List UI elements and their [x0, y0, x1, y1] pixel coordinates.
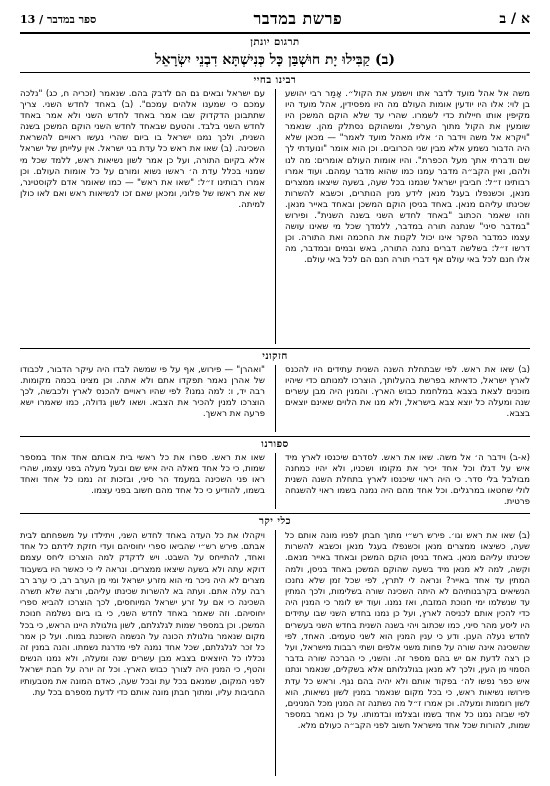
chizkuni-divider	[20, 436, 530, 437]
header-divider	[20, 32, 530, 34]
bachya-left-p1: עם ישראל ובאים גם הם לדבק בהם. שנאמר (זכריה ח, כג) "נלכה עמכם כי שמענו אלהים עמכם".	[20, 89, 265, 111]
chizkuni-right-p1: (ב) שאו את ראש. לפי שבתחלת השנה השנית עתידים היו להכנס לארץ ישראל, כדאיתא בפרשת בהעלותך, הוצרכו למנותם כדי שיהיו מוכנים לצאת בצבא במלחמת כבוש הארץ. והמנין היה מבן עשרים שנה ומעלה כל יוצא צבא בישראל, ולא מנו את הלוים שאינם יוצאים בצבא.	[285, 365, 530, 420]
bachya-right-p2: שנאמר "ויקרא אל משה וידבר ה׳ אליו מאהל מועד לאמר" — מכאן שלא היה הדבור נשמע אלא מבין שני הכרובים. וכן הוא אומר "ונועדתי לך שם ודברתי אתך מעל הכפרת". והיו אומות העולם אומרים: מה לנו ולהם, ואין הקב״ה מדבר עמנו כמו שהוא מדבר עמהם.	[285, 122, 530, 177]
sforno-col-divider	[275, 453, 276, 509]
chizkuni-title: חזקוני	[262, 351, 288, 362]
bachya-divider	[20, 348, 530, 349]
kli-yakar-right-p3: ודע כי ענין המנין הוא לשני טעמים. האחד, לפי שהשכינה אינה שורה על פחות משני אלפים ושתי רבבות מישראל, ועל כן רצה לדעת אם יש בהם מספר זה. והשני, כי הברכה שורה בדבר הסמוי מן העין, ולכך לא מנאן בגולגלותם אלא בשקלים, שנאמר ונתנו איש כפר נפשו לה׳ בפקוד אותם ולא יהיה בהם נגף. וראש כל עדת פירושו נשיאות ראש, כי בכל מקום שנאמר במנין לשון נשיאות, הוא לשון רוממות ומעלה.	[285, 630, 530, 709]
parasha-title: פרשת במדבר	[253, 9, 343, 28]
bachya-left-p3: (ב) שאו את ראש כל עדת בני ישראל. אין עלייתן של ישראל אלא בקיום התורה, ועל כן אמר לשון נשיאות ראש, ללמד שכל מי שמנוי בכלל עדת ה׳ ראשו נשוא ומורם על כל אומות העולם. וכן אמרו רבותינו ז״ל: "שאו את ראש" — כמו שאומר אדם לקוסטינר, שא את ראשו של פלוני, ומכאן שאם זכו לנשיאות ראש ואם לאו כולן למיתה.	[20, 144, 265, 210]
targum-title: תרגום יונתן	[250, 37, 300, 48]
kli-yakar-col-right	[285, 530, 530, 776]
bachya-col-left	[20, 89, 265, 344]
kli-yakar-right-p4: וכן אמרו ז״ל מה נשתנה זה המנין מכל המנינים, לפי שבזה נמנו כל אחד בשמו ובצלמו ובדמותו. על כן נאמר במספר שמות, להורות שכל אחד מישראל חשוב לפני הקב״ה כעולם מלא.	[285, 698, 530, 731]
bachya-right-p1: משה אל אהל מועד לדבר אתו וישמע את הקול״. אָמַר רבי יהושע בן לוי: אלו היו יודעין אומות העולם מה היו מפסידין, אהל מועד היו מקיפין אותו חיילות כדי לשמרו. שהרי עד שלא הוקם המשכן היו שומעין את הקול מתוך הערפל, ומשהוקם נסתלק מהן.	[285, 89, 530, 133]
kli-yakar-col-divider	[275, 530, 276, 776]
sforno-divider	[20, 513, 530, 514]
bachya-right-p4: ופירוש "במדבר סיני" שנתנה תורה במדבר, ללמדך שכל מי שאינו עושה עצמו כמדבר הפקר אינו יכול לקנות את החכמה ואת התורה. וכן דרשו ז״ל: בשלשה דברים נתנה התורה, באש ובמים ובמדבר, מה אלו חנם לכל באי עולם אף דברי תורה חנם הם לכל באי עולם.	[285, 211, 530, 266]
kli-yakar-left-p2: ונראה לי כי כאשר היו בשעבוד מצרים לא היה ניכר מי הוא מזרע ישראל ומי מן הערב רב, כי ערב רב רבה עלה אתם. ועתה בא להשרות שכינתו עליהם, ורצה שלא תשרה השכינה כי אם על זרע ישראל המיוחסים, לכך הוצרכו להביא ספרי יחוסיהם. וזה שאמר באחד לחדש השני, כי בו ביום נשלמה חנוכת המשכן.	[20, 563, 265, 630]
kli-yakar-right-p2: ונראה לי לתרץ, לפי שכל זמן שלא נחנכו הנשיאים בקרבנותיהם לא היתה השכינה שורה בשלימות, ולכך המתין עד שנשלמו ימי חנוכת המזבח, ואז נמנו. ועוד יש לומר כי המנין היה כדי להכין אותם לכניסה לארץ, ועל כן נמנו בחדש השני שבו עתידים היו ליסע מהר סיני, כמו שכתוב ויהי בשנה השנית בחדש השני בעשרים לחדש נעלה הענן.	[285, 574, 530, 641]
sforno-col-left	[20, 453, 265, 509]
targum-verse: (ב) קַבִּילוּ יָת חוּשְׁבַּן כָּל כְּנִישְׁתָּא דִבְנֵי יִשְׂרָאֵל	[154, 52, 396, 68]
chizkuni-col-divider	[275, 365, 276, 432]
sforno-col-right	[285, 453, 530, 509]
bachya-left-p2: (ב) באחד לחדש השני. צריך שתתבונן הדקדוק שבו אמר באחד לחדש השני ולא אמר באחד לחדש השני בלבד. והטעם שבאחד לחדש השני הוקם המשכן בשנה השנית, ולכך נמנו ישראל בו ביום שהרי נעשו ראויים להשראת השכינה.	[20, 100, 265, 155]
chizkuni-col-right	[285, 365, 530, 432]
bachya-col-divider	[275, 89, 276, 344]
kli-yakar-left-p4: וכל זה יורה על חבת ישראל לפני המקום, שמנאם בכל עת ובכל שעה, כאדם המונה את מטבעותיו החביבות עליו, ומתוך חבתן מונה אותם כדי לדעת מספרם בכל עת.	[20, 664, 265, 697]
kli-yakar-left-p3: וכן במספר שמות לגלגלתם, לשון גולגולת היינו הראש, כי בכל מקום שנאמר גולגולת הכונה על הנשמה השוכנת במוח. ועל כן אמר כל זכר לגלגלתם, שכל אחד נמנה לפי מדרגת נשמתו. והנה במנין זה נכללו כל היוצאים בצבא מבן עשרים שנה ומעלה, ולא נמנו הנשים והטף, כי המנין היה לצורך כבוש הארץ.	[20, 619, 265, 675]
page-label: ספר במדבר / 13	[20, 12, 97, 26]
bachya-col-right	[285, 89, 530, 344]
page-header	[20, 8, 530, 30]
bachya-title: רבינו בחיי	[253, 75, 297, 86]
chizkuni-col-left	[20, 365, 265, 432]
sforno-right-p1: (א-ב) וידבר ה׳ אל משה. שאו את ראש. לסדרם שיכנסו לארץ מיד איש על דגלו וכל אחד יכיר את מקומו ושכניו, ולא יהיו כמחנה מבולבל בלי סדר. כי היה ראוי שיכנסו לארץ בתחלת השנה השנית לולי שחטאו במרגלים. וכל אחד מהם היה נמנה בשמו ראוי להשגחה פרטית.	[285, 453, 530, 508]
kli-yakar-right-p1: (ב) שאו את ראש וגו׳. פירש רש״י מתוך חבתן לפניו מונה אותם כל שעה, כשיצאו ממצרים מנאן וכשנפלו בעגל מנאן וכשבא להשרות שכינתו עליהם מנאן. באחד בניסן הוקם המשכן ובאחד באייר מנאם. וקשה, למה לא מנאן מיד בשעה שהוקם המשכן באחד בניסן, ולמה המתין עד אחד באייר?	[285, 530, 530, 585]
sforno-left-p1: שאו את ראש. ספרו את כל ראשי בית אבותם אחד אחד במספר שמות, כי כל אחד מאלה היה איש שם ובעל מעלה בפני עצמו, שהרי ראו פני השכינה במעמד הר סיני, ובזכות זה נמנו כל אחד ואחד בשמו, להודיע כי כל אחד מהם חשוב בפני עצמו.	[20, 453, 265, 497]
kli-yakar-col-left	[20, 530, 265, 776]
kli-yakar-title: כלי יקר	[258, 516, 292, 527]
chapter-verse: א / ב	[499, 10, 530, 27]
kli-yakar-left-p1: ויקהלו את כל העדה באחד לחדש השני, ויתילדו על משפחתם לבית אבתם. פירש רש״י שהביאו ספרי יחוסיהם ועדי חזקת לידתם כל אחד ואחד, להתייחס על השבט. ויש לדקדק למה הוצרכו ליחס עצמם דוקא עתה ולא בשעה שיצאו ממצרים.	[20, 530, 265, 574]
sforno-title: ספורנו	[261, 439, 289, 450]
chizkuni-left-p1: "ואהרן" — פירוש, אף על פי שמשה לבדו היה עיקר הדבור, לכבודו של אהרן נאמר תפקדו אתם ולא אתה. וכן מצינו בכמה מקומות. רבה יד, ו: למה נמנו? לפי שהיו ראויים להכנס לארץ ולכבשה, לכך הוצרכו למנין להכיר את הצבא. ושאו לשון גדולה, כמו שאמרו ישא פרעה את ראשך.	[20, 365, 265, 420]
targum-divider	[20, 72, 530, 73]
bachya-right-p3: ועוד אמרו רבותינו ז״ל: חביבין ישראל שנמנו בכל שעה, בשעה שיצאו ממצרים מנאן, וכשנפלו בעגל מנאן לידע מנין הנותרים, וכשבא להשרות שכינתו עליהם מנאן. באחד בניסן הוקם המשכן ובאחד באייר מנאן. וזהו שאמר הכתוב "באחד לחדש השני בשנה השנית".	[285, 166, 530, 222]
